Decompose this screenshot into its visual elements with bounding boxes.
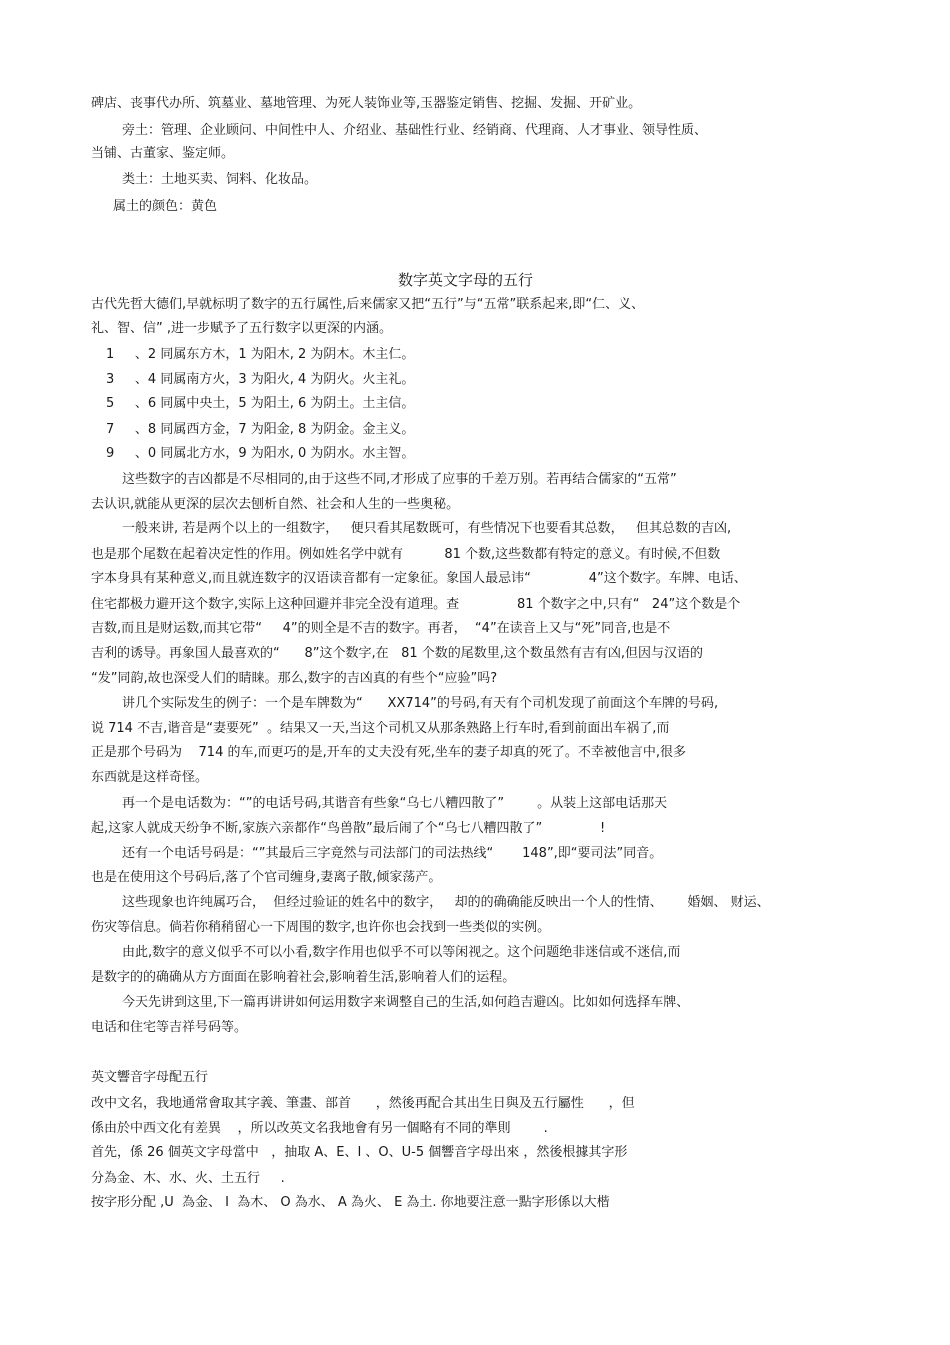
text-line: 字本身具有某种意义,而且就连数字的汉语读音都有一定象征。象国人最忌讳“ 4”这个数字。车牌、电话、 (91, 571, 747, 586)
text-line: 碑店、丧事代办所、筑墓业、墓地管理、为死人装饰业等,玉器鉴定销售、挖掘、发掘、开矿业。 (91, 96, 642, 111)
text-line: 5 、6 同属中央土，5 为阳土, 6 为阴土。土主信。 (106, 396, 415, 411)
text-line: 类土：土地买卖、饲料、化妆品。 (122, 172, 318, 187)
text-line: 9 、0 同属北方水，9 为阳水, 0 为阴水。水主智。 (106, 446, 415, 461)
text-line: 这些现象也许纯属巧合， 但经过验证的姓名中的数字， 却的的确确能反映出一个人的性情、 婚姻、 财运、 (122, 895, 770, 910)
text-line: 古代先哲大德们,早就标明了数字的五行属性,后来儒家又把“五行”与“五常”联系起来,即“仁、义、 (91, 297, 645, 312)
text-line: 说 714 不吉,谐音是“妻要死” 。结果又一天,当这个司机又从那条熟路上行车时,看到前面出车祸了,而 (91, 721, 670, 736)
text-line: 7 、8 同属西方金，7 为阳金, 8 为阴金。金主义。 (106, 422, 415, 437)
text-line: 也是在使用这个号码后,落了个官司缠身,妻离子散,倾家荡产。 (91, 870, 442, 885)
text-line: 电话和住宅等吉祥号码等。 (91, 1020, 248, 1035)
text-line: 今天先讲到这里,下一篇再讲讲如何运用数字来调整自己的生活,如何趋吉避凶。比如如何选择车牌、 (122, 995, 690, 1010)
text-line: 改中文名，我地通常會取其字義、筆畫、部首 ，然後再配合其出生日與及五行屬性 ，但 (91, 1096, 635, 1111)
text-line: 正是那个号码为 714 的车,而更巧的是,开车的丈夫没有死,坐车的妻子却真的死了。不幸被他言中,很多 (91, 745, 687, 760)
text-line: 首先，係 26 個英文字母當中 ，抽取 A、E、I 、O、U-5 個響音字母出來 ，然後根據其字形 (91, 1145, 628, 1160)
text-line: 是数字的的确确从方方面面在影响着社会,影响着生活,影响着人们的运程。 (91, 970, 516, 985)
text-line: 当铺、古董家、鉴定师。 (91, 146, 235, 161)
text-line: 3 、4 同属南方火，3 为阳火, 4 为阴火。火主礼。 (106, 372, 415, 387)
text-line: 吉数,而且是财运数,而其它带“ 4”的则全是不吉的数字。再者， “4”在读音上又与“死”同音,也是不 (91, 621, 671, 636)
text-line: 係由於中西文化有差異 ，所以改英文名我地會有另一個略有不同的準則 . (91, 1121, 548, 1136)
text-line: 属土的颜色：黄色 (113, 199, 218, 214)
text-line: 1 、2 同属东方木，1 为阳木, 2 为阴木。木主仁。 (106, 347, 415, 362)
text-line: 讲几个实际发生的例子：一个是车牌数为“ XX714”的号码,有天有个司机发现了前面这个车牌的号码, (122, 696, 719, 711)
text-line: 伤灾等信息。倘若你稍稍留心一下周围的数字,也许你也会找到一些类似的实例。 (91, 920, 551, 935)
text-line: 礼、智、信” ,进一步赋予了五行数字以更深的内涵。 (91, 321, 392, 336)
text-line: 住宅都极力避开这个数字,实际上这种回避并非完全没有道理。查 81 个数字之中,只有“ 24”这个数是个 (91, 597, 741, 612)
text-line: 按字形分配 ,U 為金、 I 為木、 O 為水、 A 為火、 E 為土. 你地要注意一點字形係以大楷 (91, 1195, 610, 1210)
text-line: 再一个是电话数为：“”的电话号码,其谐音有些象“乌七八糟四散了” 。从装上这部电话那天 (122, 796, 668, 811)
text-line: 分為金、木、水、火、土五行 . (91, 1171, 285, 1186)
text-line: 旁土：管理、企业顾问、中间性中人、介绍业、基础性行业、经销商、代理商、人才事业、领导性质、 (122, 123, 708, 138)
text-line: 还有一个电话号码是：“”其最后三字竟然与司法部门的司法热线“ 148”,即“要司法”同音。 (122, 846, 663, 861)
text-line: 由此,数字的意义似乎不可以小看,数字作用也似乎不可以等闲视之。这个问题绝非迷信或不迷信,而 (122, 945, 681, 960)
text-line: 起,这家人就成天纷争不断,家族六亲都作“鸟兽散”最后闹了个“乌七八糟四散了” ! (91, 821, 606, 836)
text-line: 也是那个尾数在起着决定性的作用。例如姓名学中就有 81 个数,这些数都有特定的意义。有时候,不但数 (91, 547, 721, 562)
text-line: 去认识,就能从更深的层次去刨析自然、社会和人生的一些奥秘。 (91, 497, 460, 512)
text-line: 这些数字的吉凶都是不尽相同的,由于这些不同,才形成了应事的千差万别。若再结合儒家的“五常” (122, 472, 677, 487)
text-line: “发”同韵,故也深受人们的睛睐。那么,数字的吉凶真的有些个“应验”吗? (91, 671, 498, 686)
text-line: 一般来讲, 若是两个以上的一组数字， 便只看其尾数既可，有些情况下也要看其总数， 但其总数的吉凶, (122, 521, 732, 536)
section-title: 数字英文字母的五行 (398, 271, 534, 289)
text-line: 吉利的诱导。再象国人最喜欢的“ 8”这个数字,在 81 个数的尾数里,这个数虽然有吉有凶,但因与汉语的 (91, 646, 704, 661)
text-line: 东西就是这样奇怪。 (91, 770, 209, 785)
section-heading: 英文響音字母配五行 (91, 1070, 209, 1085)
